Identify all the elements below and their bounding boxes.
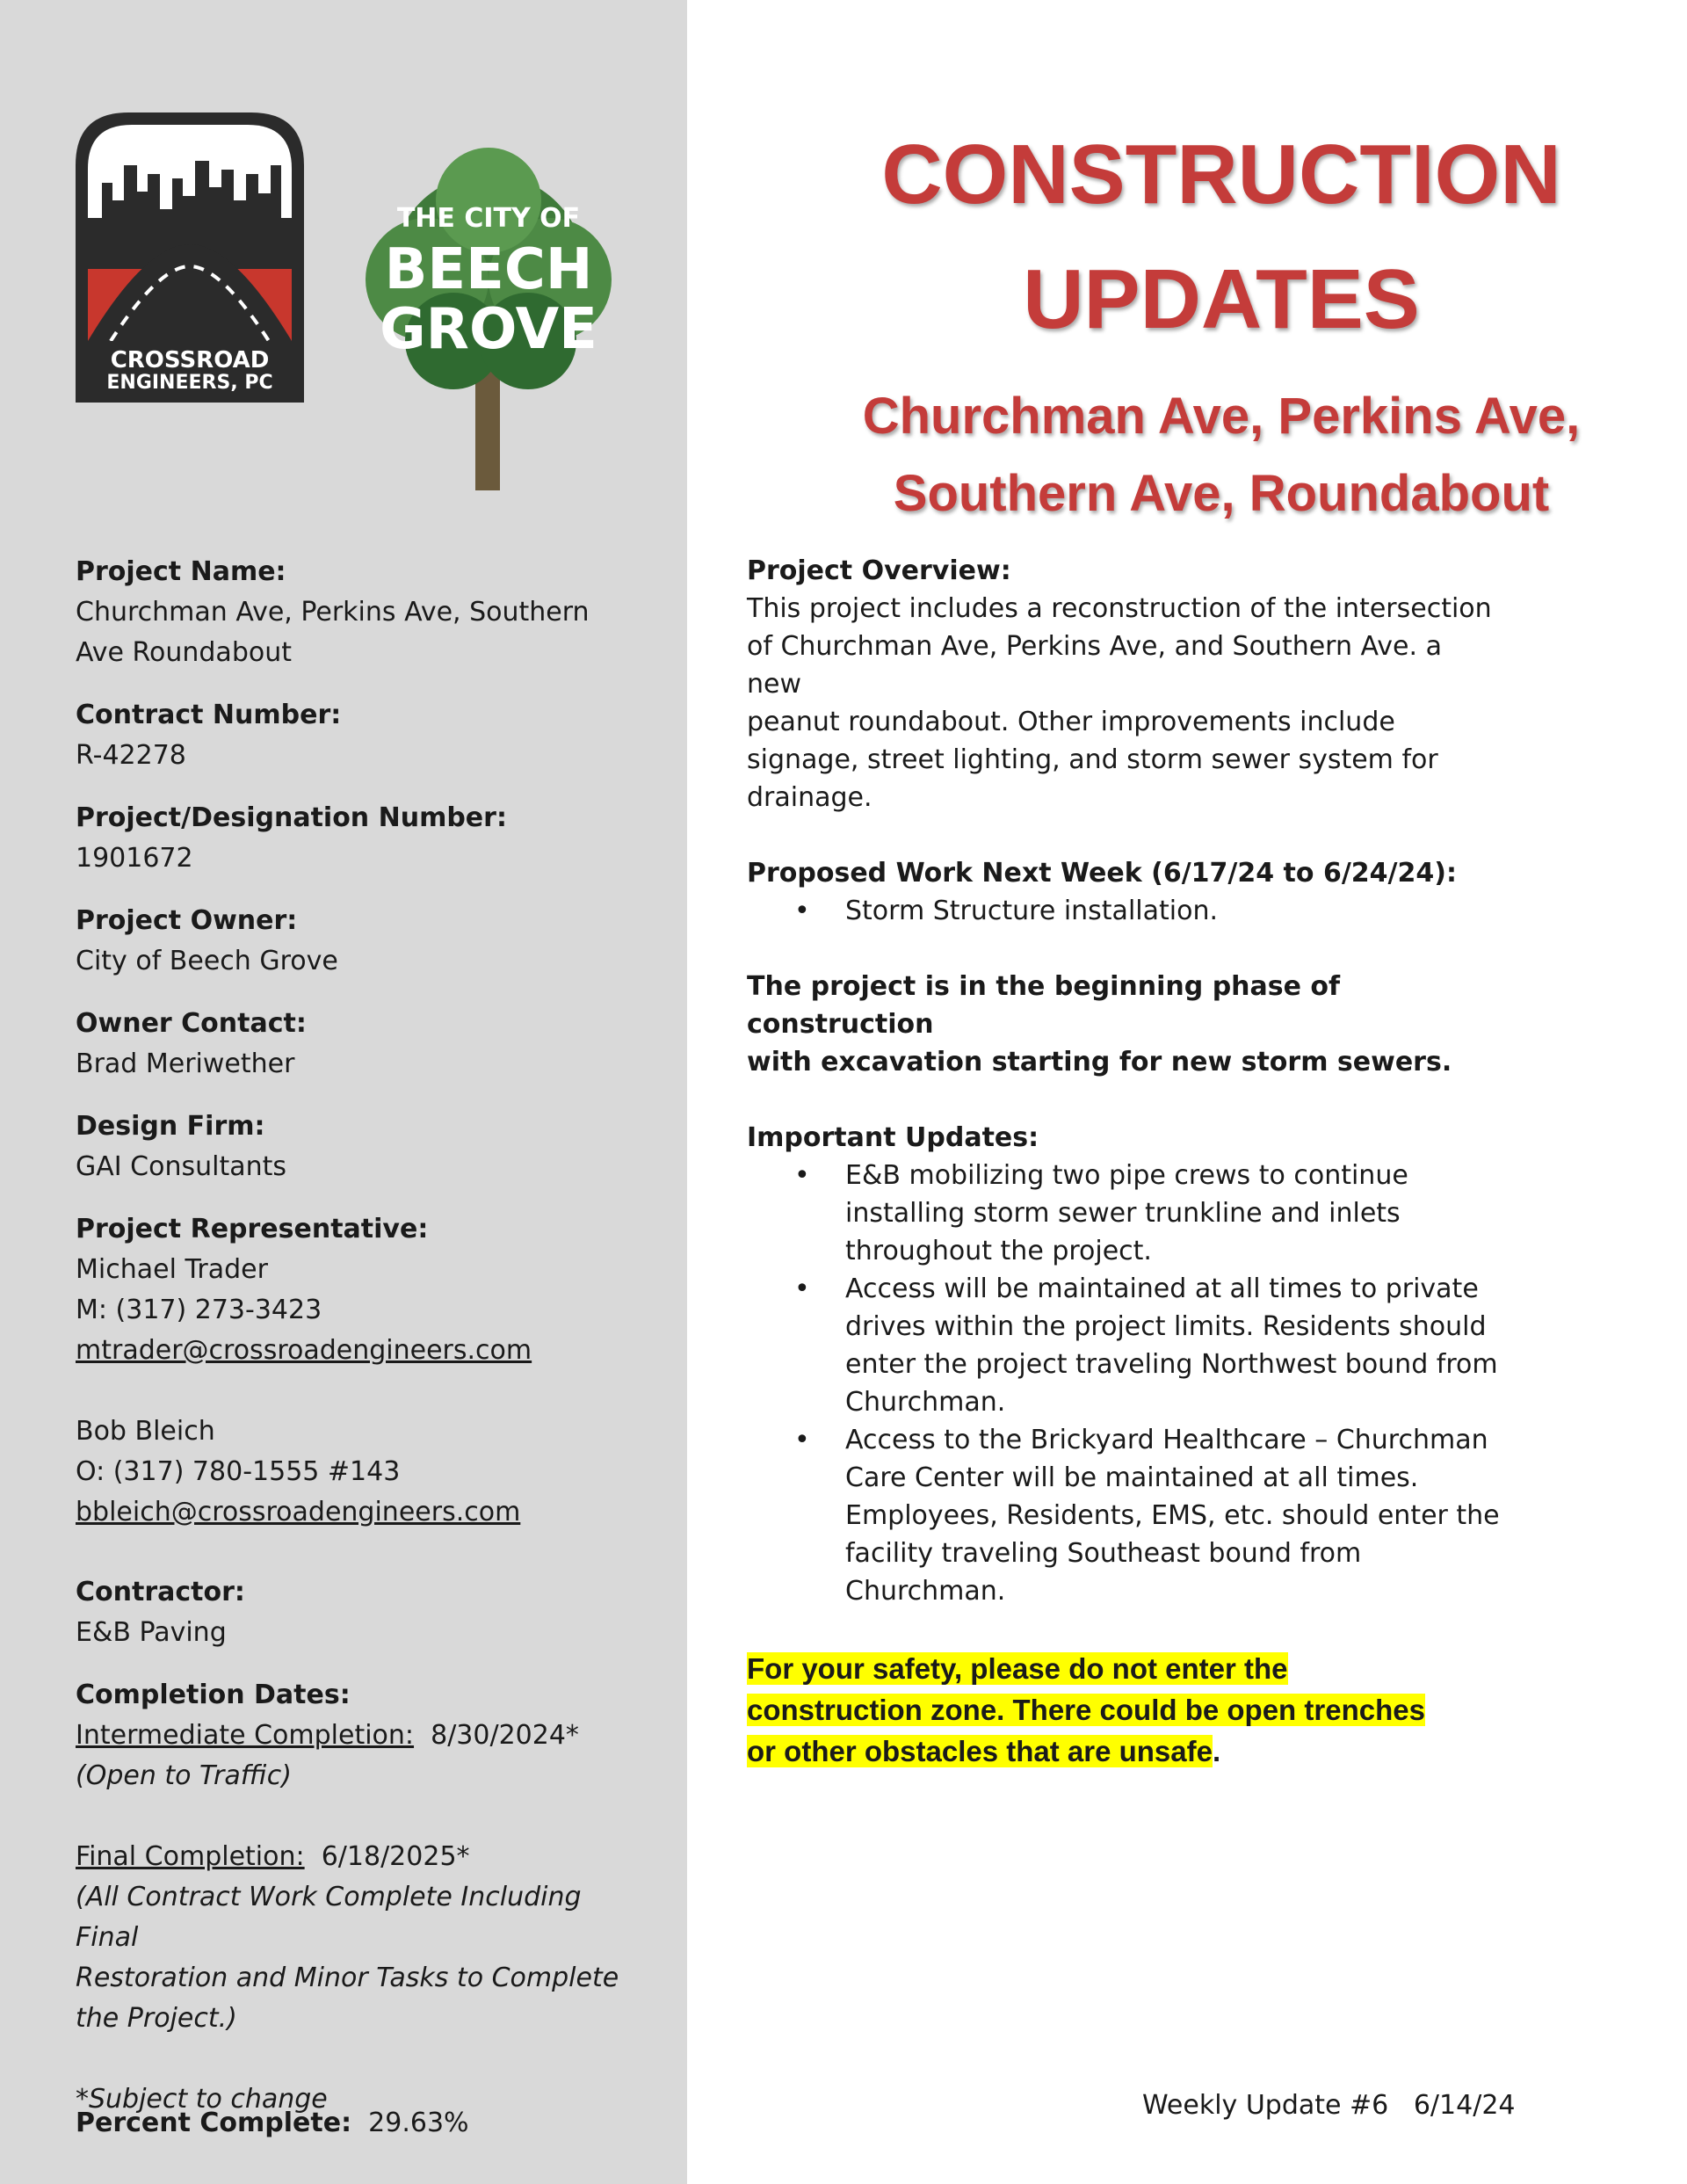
overview-line: of Churchman Ave, Perkins Ave, and Southern Ave. a new — [747, 631, 1442, 700]
list-item — [747, 1421, 1502, 1610]
designation-number-field — [76, 798, 638, 879]
rep2-email-link[interactable]: bbleich@crossroadengineers.com — [76, 1497, 521, 1527]
updates-label: Important Updates: — [747, 1122, 1039, 1153]
updates-list — [747, 1157, 1502, 1610]
rep1-phone: M: (317) 273-3423 — [76, 1295, 322, 1325]
title-line-2: UPDATES — [1023, 252, 1420, 346]
design-firm-label: Design Firm: — [76, 1111, 265, 1142]
completion-dates-label: Completion Dates: — [76, 1680, 351, 1710]
designation-number-label: Project/Designation Number: — [76, 802, 507, 833]
safety-line-3: or other obstacles that are unsafe — [747, 1735, 1213, 1767]
percent-complete — [76, 2103, 469, 2144]
beech-logo-text-1: THE CITY OF — [396, 203, 581, 234]
update-line: E&B mobilizing two pipe crews to continue — [845, 1160, 1408, 1191]
rep1-email-link[interactable]: mtrader@crossroadengineers.com — [76, 1335, 532, 1366]
important-updates — [747, 1119, 1502, 1610]
final-completion — [76, 1837, 638, 1877]
percent-complete-value: 29.63% — [368, 2108, 469, 2138]
main-content — [747, 552, 1502, 1772]
designation-number-value: 1901672 — [76, 843, 193, 874]
intermediate-completion-date: 8/30/2024* — [431, 1720, 579, 1751]
final-completion-label: Final Completion: — [76, 1841, 305, 1872]
phase-statement — [747, 968, 1502, 1081]
page-title — [756, 112, 1687, 362]
contract-number-value: R-42278 — [76, 740, 186, 771]
intermediate-completion-note: (Open to Traffic) — [76, 1760, 292, 1791]
beech-logo-text-2: BEECH — [384, 237, 593, 302]
beech-logo-text-3: GROVE — [380, 297, 597, 362]
final-note-line-3: the Project.) — [76, 2003, 237, 2034]
subtitle-line-2: Southern Ave, Roundabout — [893, 465, 1550, 522]
owner-contact-field — [76, 1004, 638, 1085]
project-details — [76, 552, 638, 2142]
subject-to-change-note: *Subject to change — [76, 2084, 328, 2115]
contract-number-field — [76, 695, 638, 776]
owner-contact-label: Owner Contact: — [76, 1008, 307, 1039]
overview-line: signage, street lighting, and storm sewer system for — [747, 744, 1438, 775]
title-line-1: CONSTRUCTION — [881, 127, 1561, 221]
safety-line-2: construction zone. There could be open trenches — [747, 1694, 1425, 1726]
contractor-value: E&B Paving — [76, 1617, 227, 1648]
design-firm-field — [76, 1107, 638, 1187]
bullet-icon: • — [794, 1160, 810, 1191]
proposed-work-item: Storm Structure installation. — [845, 896, 1218, 926]
update-line: installing storm sewer trunkline and inlets — [845, 1198, 1401, 1229]
final-note-line-2: Restoration and Minor Tasks to Complete — [76, 1963, 619, 1993]
percent-complete-label: Percent Complete: — [76, 2108, 352, 2138]
overview-line: This project includes a reconstruction of the intersection — [747, 593, 1492, 624]
overview-line: drainage. — [747, 782, 872, 813]
project-owner-label: Project Owner: — [76, 905, 298, 936]
intermediate-completion-label: Intermediate Completion: — [76, 1720, 415, 1751]
list-item — [747, 1270, 1502, 1421]
bullet-icon: • — [794, 1425, 810, 1455]
crossroad-logo-text-2: ENGINEERS, PC — [106, 372, 273, 394]
crossroad-logo-text-1: CROSSROAD — [110, 347, 270, 374]
project-owner-field — [76, 901, 638, 982]
project-name-field — [76, 552, 638, 673]
update-line: Churchman. — [845, 1576, 1006, 1607]
rep1-name: Michael Trader — [76, 1254, 268, 1285]
beech-grove-logo — [357, 148, 620, 499]
intermediate-completion — [76, 1716, 638, 1756]
update-line: Care Center will be maintained at all times. — [845, 1462, 1419, 1493]
contract-number-label: Contract Number: — [76, 700, 342, 730]
overview-line: peanut roundabout. Other improvements include — [747, 707, 1395, 737]
crossroad-engineers-logo — [76, 112, 304, 403]
contractor-field — [76, 1572, 638, 1653]
safety-notice — [747, 1648, 1502, 1772]
rep2-name: Bob Bleich — [76, 1416, 215, 1447]
completion-dates-field — [76, 1675, 638, 2120]
project-owner-value: City of Beech Grove — [76, 946, 338, 976]
design-firm-value: GAI Consultants — [76, 1151, 286, 1182]
bullet-icon: • — [794, 896, 810, 926]
proposed-work — [747, 854, 1502, 930]
final-note-line-1: (All Contract Work Complete Including Final — [76, 1882, 582, 1953]
representative-label: Project Representative: — [76, 1214, 429, 1244]
representative-field — [76, 1209, 638, 1533]
owner-contact-value: Brad Meriwether — [76, 1048, 295, 1079]
safety-end: . — [1212, 1735, 1221, 1767]
update-line: throughout the project. — [845, 1236, 1152, 1266]
weekly-update-footer — [1142, 2086, 1516, 2126]
proposed-work-label: Proposed Work Next Week (6/17/24 to 6/24/24): — [747, 858, 1457, 889]
weekly-update-label: Weekly Update #6 — [1142, 2090, 1389, 2121]
update-line: Churchman. — [845, 1387, 1006, 1418]
phase-line-1: The project is in the beginning phase of construction — [747, 971, 1341, 1040]
update-line: Employees, Residents, EMS, etc. should enter the — [845, 1500, 1500, 1531]
rep2-phone: O: (317) 780-1555 #143 — [76, 1456, 401, 1487]
project-overview — [747, 552, 1502, 816]
page-subtitle — [756, 378, 1687, 533]
project-name-value-1: Churchman Ave, Perkins Ave, Southern — [76, 597, 590, 628]
update-line: Access to the Brickyard Healthcare – Churchman — [845, 1425, 1488, 1455]
update-line: Access will be maintained at all times to private — [845, 1273, 1479, 1304]
update-line: enter the project traveling Northwest bound from — [845, 1349, 1498, 1380]
contractor-label: Contractor: — [76, 1577, 245, 1607]
safety-line-1: For your safety, please do not enter the — [747, 1652, 1288, 1685]
project-name-label: Project Name: — [76, 556, 286, 587]
phase-line-2: with excavation starting for new storm sewers. — [747, 1047, 1452, 1077]
bullet-icon: • — [794, 1273, 810, 1304]
list-item — [747, 892, 1502, 930]
final-completion-date: 6/18/2025* — [321, 1841, 470, 1872]
list-item — [747, 1157, 1502, 1270]
project-name-value-2: Ave Roundabout — [76, 637, 292, 668]
update-line: drives within the project limits. Residents should — [845, 1311, 1487, 1342]
proposed-work-list — [747, 892, 1502, 930]
weekly-update-date: 6/14/24 — [1413, 2090, 1516, 2121]
subtitle-line-1: Churchman Ave, Perkins Ave, — [862, 388, 1581, 445]
update-line: facility traveling Southeast bound from — [845, 1538, 1362, 1569]
overview-label: Project Overview: — [747, 555, 1011, 586]
